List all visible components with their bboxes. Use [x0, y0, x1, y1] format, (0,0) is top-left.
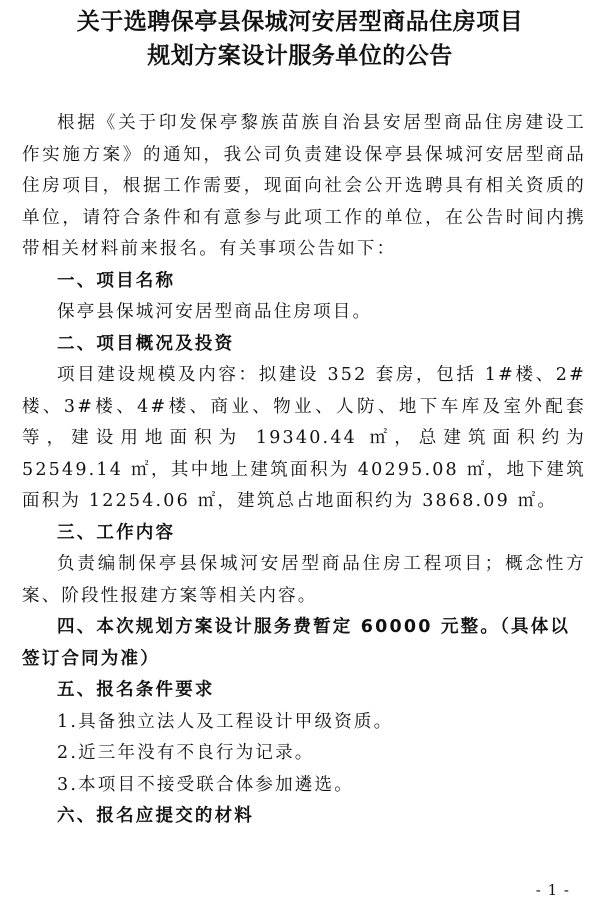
section-5-heading: 五、报名条件要求: [57, 680, 215, 700]
section-5-item-2: 2.近三年没有不良行为记录。: [57, 743, 315, 763]
title-line-2: 规划方案设计服务单位的公告: [147, 43, 453, 69]
section-2-heading: 二、项目概况及投资: [57, 333, 235, 354]
section-1-text: 保亭县保城河安居型商品住房项目。: [57, 302, 373, 322]
intro-paragraph: 根据《关于印发保亭黎族苗族自治县安居型商品住房建设工作实施方案》的通知，我公司负责建设保亭县保城河安居型商品住房项目，根据工作需要，现面向社会公开选聘具有相关资质的单位，请符合条件和有意参与此项工作的单位，在公告时间内携带相关材料前来报名。有关事项公告如下：: [22, 113, 586, 259]
section-4-heading: 四、本次规划方案设计服务费暂定 60000 元整。（具体以签订合同为准）: [22, 617, 571, 669]
document-body: [22, 108, 586, 833]
section-3-heading: 三、工作内容: [57, 522, 176, 543]
title-line-1: 关于选聘保亭县保城河安居型商品住房项目: [76, 9, 524, 35]
section-1-heading: 一、项目名称: [57, 270, 176, 291]
page-number: - 1 -: [535, 881, 570, 899]
page-title: [0, 5, 600, 73]
section-3-text: 负责编制保亭县保城河安居型商品住房工程项目；概念性方案、阶段性报建方案等相关内容。: [22, 554, 586, 606]
section-5-item-1: 1.具备独立法人及工程设计甲级资质。: [57, 711, 394, 732]
section-5-item-3: 3.本项目不接受联合体参加遴选。: [57, 774, 354, 795]
section-2-text: 项目建设规模及内容：拟建设 352 套房，包括 1#楼、2#楼、3#楼、4#楼、商业、物业、人防、地下车库及室外配套等，建设用地面积为 19340.44 ㎡，总建筑面积约为 52549.14 ㎡，其中地上建筑面积为 40295.08 ㎡，地下建筑面积为 12254.06 ㎡，建筑总占地面积约为 3868.09 ㎡。: [22, 365, 586, 511]
section-6-heading: 六、报名应提交的材料: [57, 806, 254, 826]
